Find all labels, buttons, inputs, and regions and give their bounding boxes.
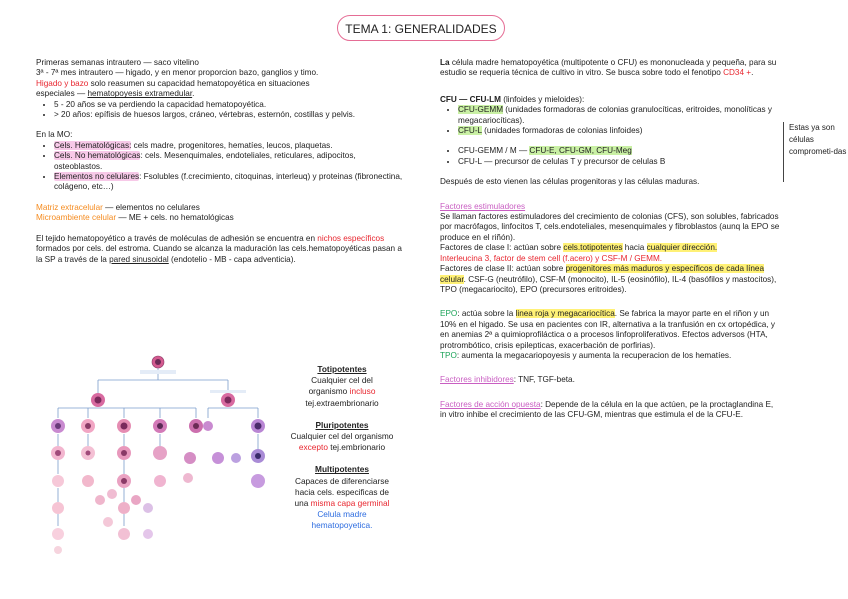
text-line: hacia cels. especificas de [294,486,390,497]
text-line: especiales — hematopoyesis extramedular. [36,89,195,99]
list-item: • 5 - 20 años se va perdiendo la capacidad hematopoyética. [54,100,406,110]
paragraph: Factores de clase I: actúan sobre cels.totipotentes hacia cualquier dirección. [440,243,718,253]
text-line: organismo incluso [308,386,376,397]
text-line: Microambiente celular — ME + cels. no hematológicas [36,213,234,223]
paragraph: El tejido hematopoyético a través de moléculas de adhesión se encuentra en nichos específicos formados por cels. del estroma. Cuando se alcanza la maduración las cels.hematopoyéticas pasan a la SP a través de la pared sinusoidal (endotelio - MB - capa adventicia). [36,233,402,264]
text-line: Primeras semanas intrautero — saco vitelino [36,58,199,67]
page-title: TEMA 1: GENERALIDADES [337,15,505,41]
list-item: • Elementos no celulares: Fsolubles (f.crecimiento, citoquinas, interleuq) y proteinas (fibronectina, colágeno, etc…) [54,172,406,193]
text-line: Cualquier cel del organismo [290,431,394,442]
text-line: Factores inhibidores: TNF, TGF-beta. [440,375,575,385]
bullet-list [36,141,406,193]
list-item: • Cels. No hematológicas: cels. Mesenquimales, endoteliales, reticulares, adipocitos, osteoblastos. [54,151,406,172]
text-line: Celula madre [317,509,367,520]
list-item: • CFU-L (unidades formadoras de colonias linfoides) [458,126,780,136]
list-item: • > 20 años: epífisis de huesos largos, cráneo, vértebras, esternón, costillas y pelvis. [54,110,406,120]
paragraph: TPO: aumenta la megacariopoyesis y aumenta la recuperacion de los hematíes. [440,350,732,360]
text-line: 3ª - 7ª mes intrautero — higado, y en menor proporcion bazo, ganglios y timo. [36,68,319,78]
paragraph: Factores de clase II: actúan sobre progenitores más maduros y específicos de cada línea celular. CSF-G (neutrófilo), CSF-M (monocito), IL-5 (eosinófilo), IL-4 (basófilos y mastocitos), TPO (megacariocito), EPO (precursores eritroides). [440,264,777,294]
potency-block [272,364,412,532]
list-item: • CFU-GEMM (unidades formadoras de colonias granulocíticas, eritroides, monolíticas y megacariocíticas). [458,105,780,126]
paragraph: EPO: actúa sobre la linea roja y megacariocítica. Se fabrica la mayor parte en el riñon y un 10% en el higado. Se usa en pacientes con IR, alternativa a la tranfusión en cx ortopédica, y en anemias 2ª a quimioprofiláctica o a procesos linfoproliferativos. Efectos adversos (HTA, protrombótico, crisis epilepticas, exacerbación de porfirias). [440,309,775,350]
text-line: Interleucina 3, factor de stem cell (f.acero) y CSF-M / GEMM. [440,253,663,263]
section-heading: En la MO: [36,130,73,140]
text-line: Higado y bazo solo reasumen su capacidad hematopoyética en situaciones [36,78,310,88]
hematopoiesis-diagram [40,354,276,558]
list-item: • CFU-GEMM / M — CFU-E, CFU-GM, CFU-Meg [458,146,780,156]
section-heading: Factores estimuladores [440,201,526,211]
bullet-list [36,100,406,121]
list-item: • Cels. Hematológicas: cels madre, progenitores, hematíes, leucos, plaquetas. [54,141,406,151]
right-column [440,58,780,421]
text-line: una misma capa germinal [294,498,390,509]
potency-heading: Pluripotentes [315,419,369,430]
paragraph: Factores de acción opuesta: Depende de la célula en la que actúen, pe la proctaglandina E, in vitro inhibe el crecimiento de las CFU-GM, mientras que estimula el de la CFU-E. [440,399,774,420]
potency-heading: Multipotentes [315,464,369,475]
list-item: • CFU-L — precursor de celulas T y precursor de celulas B [458,157,780,167]
left-column [36,58,406,265]
text-line: Cualquier cel del [311,375,373,386]
text-line: Capaces de diferenciarse [294,475,390,486]
section-heading: CFU — CFU-LM (linfoides y mieloides): [440,94,585,104]
text-line: hematopoyetica. [311,520,373,531]
paragraph: Se llaman factores estimuladores del crecimiento de colonias (CFS), son solubles, fabricados por macrófagos, linfocitos T, cels.endoteliales, mesenquimales y fibroblastos (aunq la EPO se produce en el riñón). [440,212,780,242]
paragraph: La célula madre hematopoyética (multipotente o CFU) es mononucleada y pequeña, para su estudio se requeria técnica de cultivo in vitro. Se busca sobre todo el fenotipo CD34 +. [440,58,777,78]
side-note: Estas ya son células comprometi-das [783,122,847,182]
bullet-list [440,105,780,136]
text-line: Después de esto vienen las células progenitoras y las células maduras. [440,177,700,187]
text-line: excepto tej.embrionario [298,442,386,453]
bullet-list [440,146,780,167]
potency-heading: Totipotentes [317,364,367,374]
text-line: tej.extraembrionario [305,397,379,408]
text-line: Matriz extracelular — elementos no celulares [36,202,200,212]
